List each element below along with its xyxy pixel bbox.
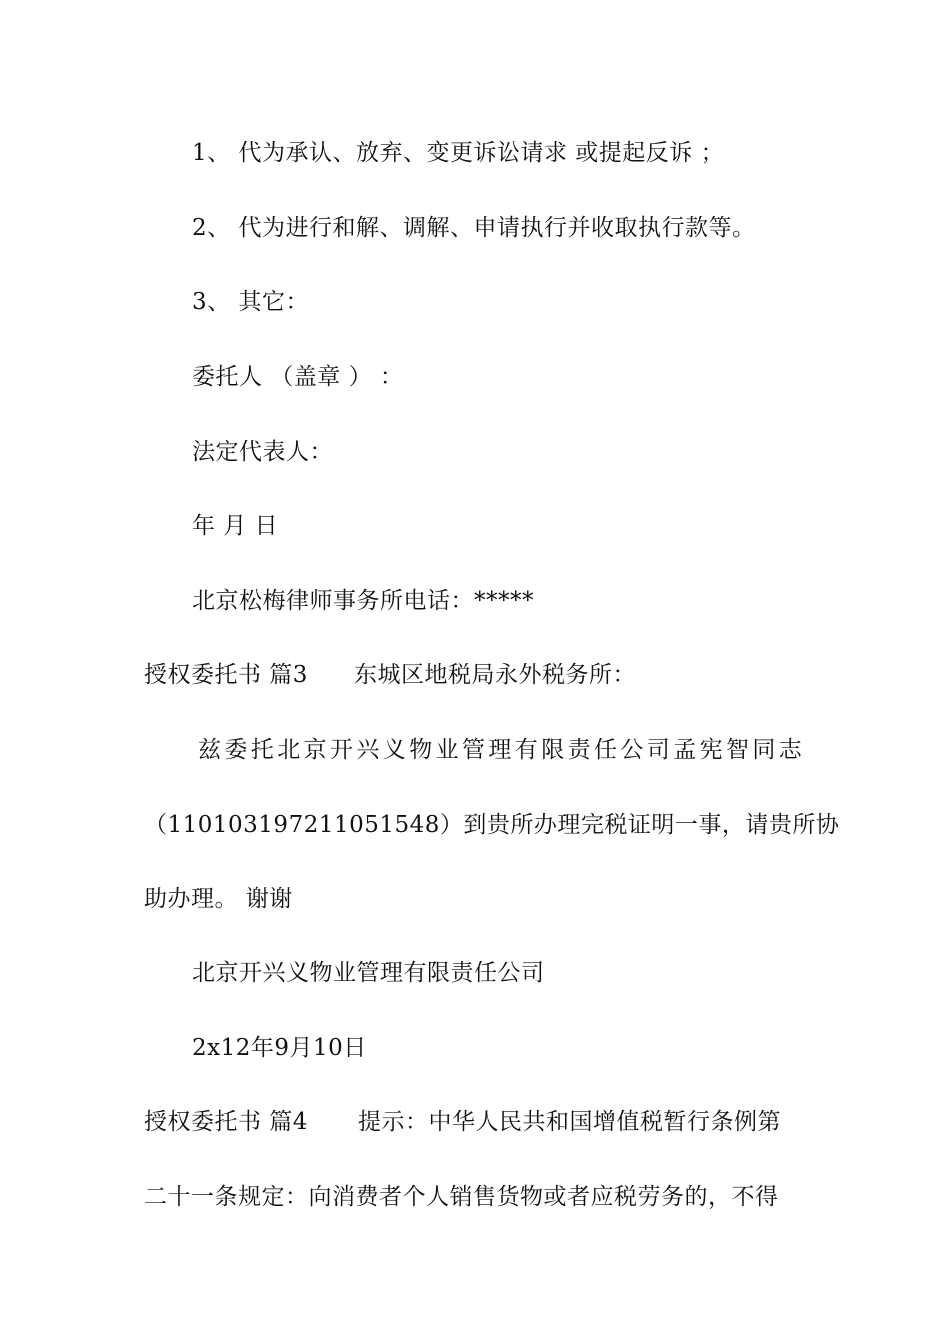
section-3-body-line-3: 助办理。 谢谢	[144, 886, 293, 912]
law-firm-phone-line: 北京松梅律师事务所电话：*****	[192, 588, 534, 614]
authorization-item-2: 2、 代为进行和解、调解、申请执行并收取执行款等。	[192, 215, 756, 241]
section-3-body-line-2: （110103197211051548）到贵所办理完税证明一事，请贵所协	[144, 812, 840, 838]
section-4-heading: 授权委托书 篇4	[144, 1109, 308, 1135]
section-4-heading-row	[144, 1107, 781, 1137]
section-4-body-line-1: 提示：中华人民共和国增值税暂行条例第	[357, 1109, 781, 1135]
section-3-company-name: 北京开兴义物业管理有限责任公司	[192, 960, 545, 986]
section-3-heading-row	[144, 660, 636, 690]
section-3-body-line-1: 兹委托北京开兴义物业管理有限责任公司孟宪智同志	[198, 737, 806, 763]
legal-representative-line: 法定代表人：	[192, 439, 333, 465]
authorization-item-1: 1、 代为承认、放弃、变更诉讼请求 或提起反诉 ；	[192, 140, 725, 166]
authorization-item-3: 3、 其它：	[192, 289, 309, 315]
section-3-heading: 授权委托书 篇3	[144, 662, 308, 688]
section-4-body-line-2: 二十一条规定：向消费者个人销售货物或者应税劳务的，不得	[144, 1184, 779, 1210]
date-placeholder-line: 年 月 日	[192, 513, 279, 539]
client-seal-line: 委托人 （盖章 ） ：	[192, 364, 404, 390]
section-3-addressee: 东城区地税局永外税务所：	[353, 662, 636, 688]
section-3-date: 2x12年9月10日	[192, 1035, 367, 1061]
